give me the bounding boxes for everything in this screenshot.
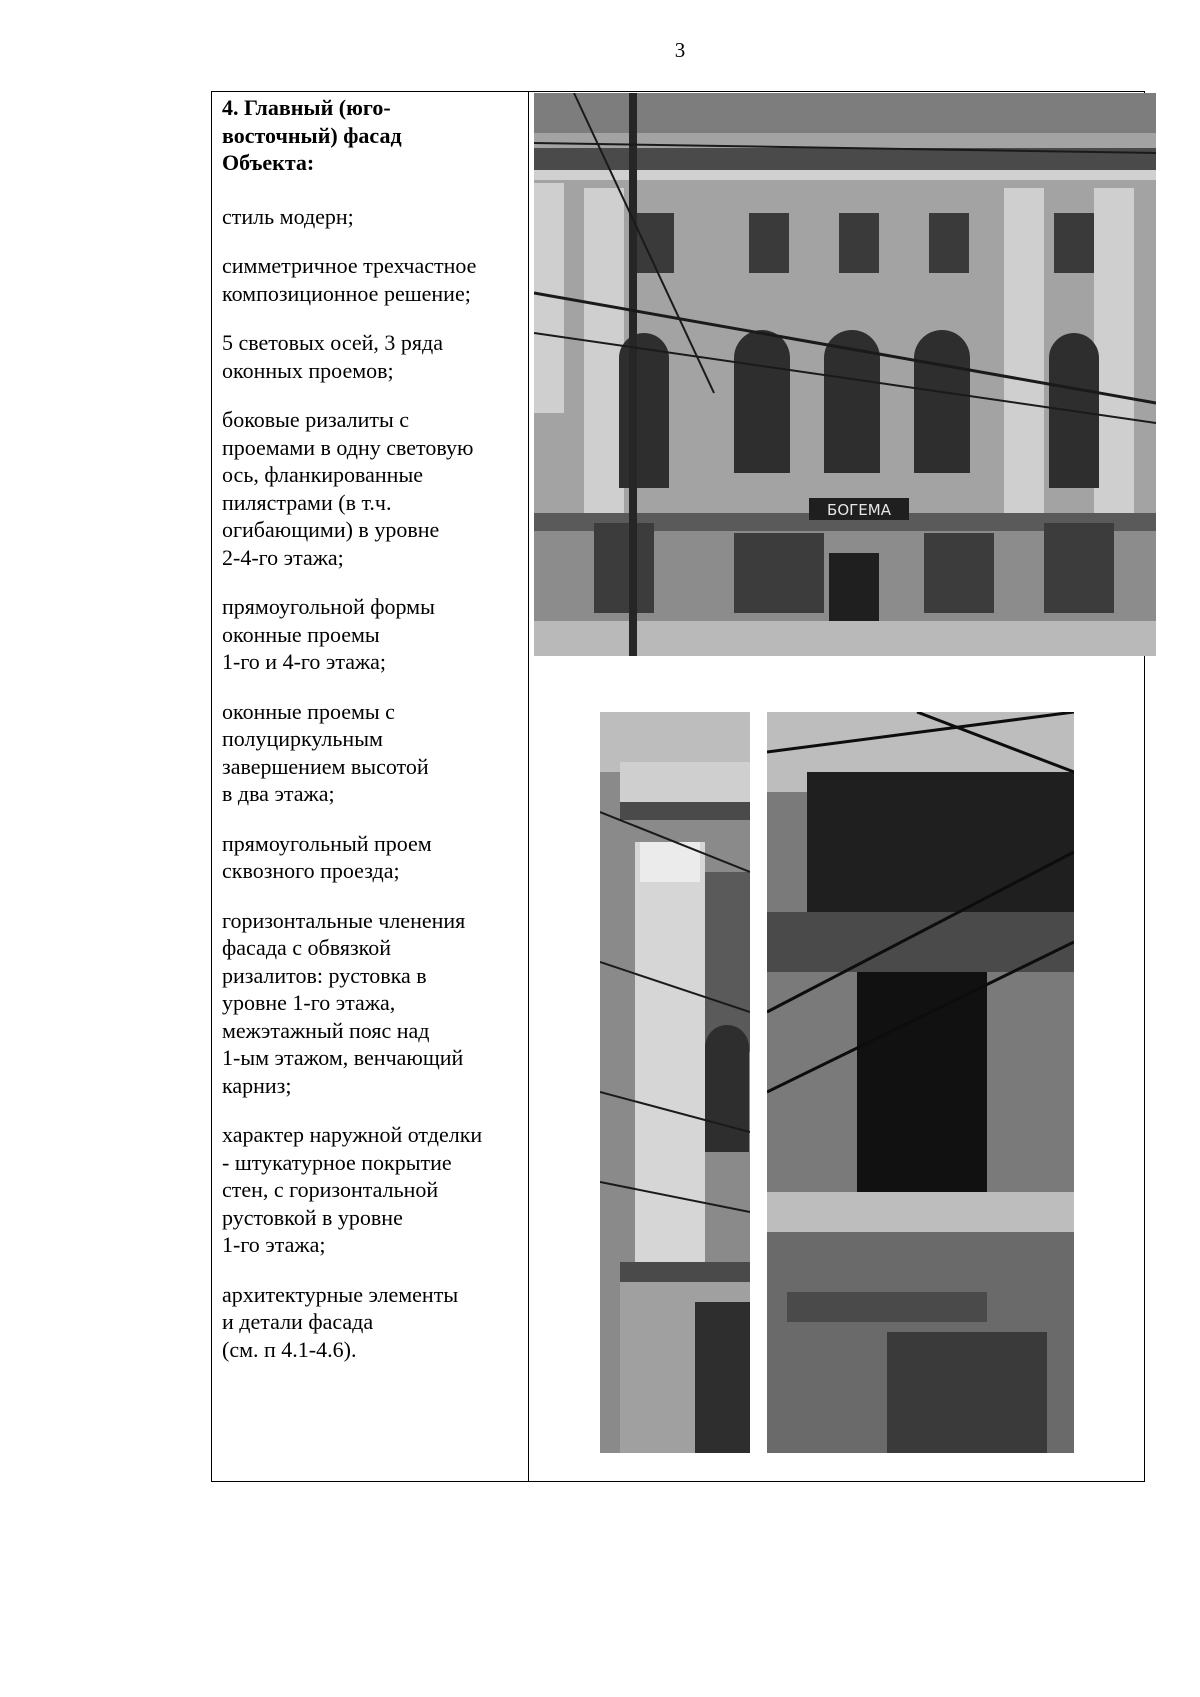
feature-item: 5 световых осей, 3 ряда оконных проемов; [222, 330, 443, 383]
feature-item: прямоугольный проем сквозного проезда; [222, 830, 432, 883]
feature-item: симметричное трехчастное композиционное решение; [222, 253, 477, 306]
feature-item: характер наружной отделки - штукатурное покрытие стен, с горизонтальной рустовкой в уровне 1-го этажа; [222, 1122, 483, 1257]
feature-item: стиль модерн; [222, 203, 354, 229]
risalit-photo [600, 712, 750, 1453]
feature-item: прямоугольной формы оконные проемы 1-го и 4-го этажа; [222, 594, 435, 674]
feature-item: архитектурные элементы и детали фасада (см. п 4.1-4.6). [222, 1281, 459, 1362]
description-column [222, 92, 522, 1385]
feature-item: горизонтальные членения фасада с обвязкой ризалитов: рустовка в уровне 1-го этажа, межэтажный пояс над 1-ым этажом, венчающий карниз; [222, 907, 466, 1098]
facade-photo [534, 93, 1156, 656]
feature-item: боковые ризалиты с проемами в одну световую ось, фланкированные пилястрами (в т.ч. огибающими) в уровне 2-4-го этажа; [222, 407, 474, 570]
feature-item: оконные проемы с полуциркульным завершением высотой в два этажа; [222, 698, 429, 806]
section-heading: 4. Главный (юго- восточный) фасад Объекта: [222, 95, 402, 175]
page-number: 3 [674, 38, 686, 62]
cornice-detail-photo [767, 712, 1074, 1453]
shop-sign: БОГЕМА [827, 501, 891, 519]
column-divider [528, 92, 529, 1481]
